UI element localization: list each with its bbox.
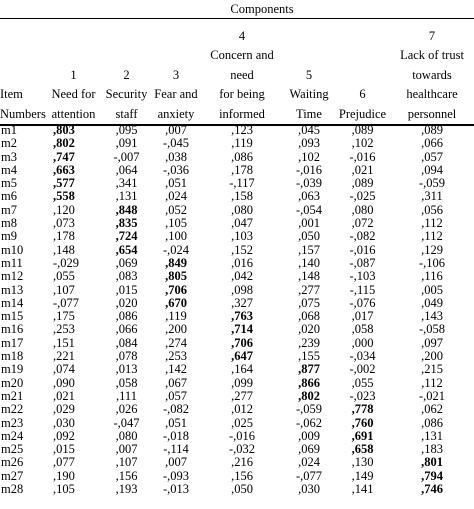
header-row <box>0 20 474 124</box>
column-header-line: Concern and <box>210 48 274 62</box>
loading-cell: ,801 <box>421 455 443 470</box>
table-row <box>0 137 474 150</box>
column-header-line: 1 <box>70 67 77 82</box>
loading-cell: -,036 <box>162 162 190 177</box>
loading-cell: ,200 <box>421 349 443 364</box>
loading-cell: ,007 <box>165 123 187 137</box>
table-row <box>0 244 474 257</box>
loading-cell: ,080 <box>115 428 138 443</box>
loading-cell: -,106 <box>418 255 446 270</box>
loading-cell: ,050 <box>298 229 320 244</box>
loading-cell: -,034 <box>349 349 376 364</box>
table-row <box>0 470 474 483</box>
table-row <box>0 217 474 230</box>
loading-cell: ,835 <box>115 216 138 231</box>
loading-cell: ,086 <box>115 309 138 324</box>
loading-cell: ,051 <box>165 415 187 430</box>
loading-cell: ,026 <box>115 402 138 417</box>
table-row <box>0 124 474 137</box>
loading-cell: ,116 <box>421 269 443 284</box>
loading-cell: ,057 <box>165 388 187 403</box>
components-heading: Components <box>230 2 294 16</box>
loading-cell: ,724 <box>115 229 138 244</box>
loading-cell: ,794 <box>421 468 443 483</box>
loading-cell: ,066 <box>421 136 443 151</box>
loading-cell: -,025 <box>349 189 376 204</box>
loading-cell: ,089 <box>421 123 443 137</box>
item-number-cell: m19 <box>1 362 24 377</box>
loading-cell: ,005 <box>421 282 443 297</box>
table-row <box>0 456 474 469</box>
column-header-line: personnel <box>407 106 457 121</box>
loading-cell: ,877 <box>298 362 320 377</box>
loading-cell: ,055 <box>351 375 374 390</box>
loading-cell: ,866 <box>298 375 320 390</box>
loading-cell: ,158 <box>231 189 253 204</box>
loading-cell: ,080 <box>231 202 253 217</box>
loading-cell: -,013 <box>162 482 190 497</box>
loading-cell: -,016 <box>349 149 376 164</box>
loading-cell: -,082 <box>349 229 376 244</box>
column-header-line: Numbers <box>0 106 46 121</box>
loading-cell: -,077 <box>295 468 323 483</box>
loading-cell: ,129 <box>421 242 443 257</box>
column-header-line: 2 <box>123 67 130 82</box>
table-row <box>0 337 474 350</box>
loading-cell: ,029 <box>53 402 75 417</box>
loading-cell: ,119 <box>231 136 253 151</box>
loading-cell: ,042 <box>231 269 253 284</box>
top-rule <box>0 18 474 19</box>
loading-cell: ,084 <box>115 335 138 350</box>
loading-cell: ,100 <box>165 229 187 244</box>
column-header-line: Fear and <box>154 87 198 101</box>
column-header-line: Waiting <box>289 87 329 101</box>
loading-cell: ,078 <box>115 349 138 364</box>
table-row <box>0 164 474 177</box>
loading-cell: ,130 <box>351 455 374 470</box>
loading-cell: -,021 <box>418 388 446 403</box>
loading-cell: ,239 <box>298 335 320 350</box>
loading-cell: ,020 <box>115 295 138 310</box>
loading-cell: ,778 <box>351 402 374 417</box>
column-header-line: towards <box>412 67 452 82</box>
column-header-line: 6 <box>359 87 366 101</box>
loading-cell: ,327 <box>231 295 253 310</box>
loading-cell: ,058 <box>115 375 138 390</box>
loading-cell: ,747 <box>53 149 75 164</box>
column-header-line: Prejudice <box>338 106 387 121</box>
loading-cell: -,087 <box>349 255 376 270</box>
table-row <box>0 257 474 270</box>
loading-cell: ,083 <box>115 269 138 284</box>
loading-cell: ,102 <box>351 136 374 151</box>
table-row <box>0 323 474 336</box>
loading-cell: ,067 <box>165 375 187 390</box>
loading-cell: ,151 <box>53 335 75 350</box>
column-header-line: staff <box>115 106 138 121</box>
column-header-line <box>0 66 45 86</box>
loading-cell: ,156 <box>231 468 253 483</box>
loading-cell: ,015 <box>53 442 75 457</box>
item-number-cell: m3 <box>1 149 17 164</box>
loading-cell: ,066 <box>115 322 138 337</box>
loading-cell: ,706 <box>231 335 253 350</box>
item-number-cell: m13 <box>1 282 24 297</box>
column-header-line: Time <box>296 106 322 121</box>
loading-cell: ,111 <box>116 388 137 403</box>
loading-cell: ,802 <box>298 388 320 403</box>
loading-cell: ,017 <box>351 309 374 324</box>
loading-cell: ,155 <box>298 349 320 364</box>
column-header-line: 3 <box>172 67 180 82</box>
loading-cell: -,018 <box>162 428 190 443</box>
loading-cell: ,714 <box>231 322 253 337</box>
column-header-0 <box>0 20 45 124</box>
loading-cell: ,055 <box>53 269 75 284</box>
table-row <box>0 417 474 430</box>
loading-cell: ,089 <box>351 176 374 191</box>
loading-cell: -,016 <box>228 428 256 443</box>
loading-cell: ,086 <box>421 415 443 430</box>
table-row <box>0 390 474 403</box>
loading-cell: ,038 <box>165 149 187 164</box>
loading-cell: ,095 <box>115 123 138 137</box>
column-header-line: Item <box>0 87 23 101</box>
loading-cell: ,064 <box>115 162 138 177</box>
column-header-line: attention <box>51 106 96 121</box>
loading-cell: ,000 <box>351 335 374 350</box>
loading-cell: ,105 <box>53 482 75 497</box>
table-row <box>0 377 474 390</box>
loading-cell: -,047 <box>113 415 140 430</box>
loading-cell: ,143 <box>421 309 443 324</box>
loading-cell: ,654 <box>115 242 138 257</box>
loading-cell: -,016 <box>349 242 376 257</box>
loading-cell: ,052 <box>165 202 187 217</box>
loading-cell: -,024 <box>162 242 190 257</box>
item-number-cell: m26 <box>1 455 24 470</box>
loading-cell: ,058 <box>351 322 374 337</box>
loading-cell: ,149 <box>351 468 374 483</box>
loading-cell: -,023 <box>349 388 376 403</box>
table-row <box>0 483 474 496</box>
column-header-5 <box>283 20 335 124</box>
item-number-cell: m18 <box>1 349 24 364</box>
column-header-4 <box>201 20 283 124</box>
loading-cell: ,112 <box>421 375 443 390</box>
loading-cell: ,216 <box>231 455 253 470</box>
column-header-line: healthcare <box>406 87 458 101</box>
table-row <box>0 310 474 323</box>
loading-cell: ,221 <box>53 349 75 364</box>
column-header-line: Need for <box>51 87 96 101</box>
item-number-cell: m23 <box>1 415 24 430</box>
loading-cell: ,803 <box>53 123 75 137</box>
loading-cell: ,099 <box>231 375 253 390</box>
loading-cell: ,175 <box>53 309 75 324</box>
loading-cell: ,253 <box>165 349 187 364</box>
loading-cell: -,002 <box>349 362 376 377</box>
item-number-cell: m2 <box>1 136 17 151</box>
loading-cell: ,062 <box>421 402 443 417</box>
loading-cell: ,763 <box>231 309 253 324</box>
loading-cell: ,663 <box>53 162 75 177</box>
loading-cell: ,089 <box>351 123 374 137</box>
item-number-cell: m10 <box>1 242 24 257</box>
loading-cell: ,647 <box>231 349 253 364</box>
table-row <box>0 430 474 443</box>
loading-cell: ,020 <box>298 322 320 337</box>
loading-cell: ,123 <box>231 123 253 137</box>
loading-cell: -,059 <box>418 176 446 191</box>
table-row <box>0 350 474 363</box>
column-header-2 <box>102 20 151 124</box>
loading-cell: ,215 <box>421 362 443 377</box>
loading-cell: ,092 <box>53 428 75 443</box>
loading-cell: ,131 <box>421 428 443 443</box>
loading-cell: ,658 <box>351 442 374 457</box>
loading-cell: -,059 <box>295 402 323 417</box>
loading-cell: ,080 <box>351 202 374 217</box>
loading-cell: ,141 <box>351 482 374 497</box>
loading-cell: ,056 <box>421 202 443 217</box>
loading-cell: ,105 <box>165 216 187 231</box>
item-number-cell: m1 <box>1 123 17 137</box>
loading-cell: ,074 <box>53 362 75 377</box>
column-header-line: Security <box>105 87 148 101</box>
table-row <box>0 204 474 217</box>
item-number-cell: m27 <box>1 468 24 483</box>
loading-cell: ,090 <box>53 375 75 390</box>
loading-cell: ,107 <box>115 455 138 470</box>
item-number-cell: m5 <box>1 176 17 191</box>
table-row <box>0 297 474 310</box>
loading-cell: ,148 <box>53 242 75 257</box>
loading-cell: ,277 <box>231 388 253 403</box>
table-row <box>0 443 474 456</box>
loading-cell: ,063 <box>298 189 320 204</box>
loading-cell: ,107 <box>53 282 75 297</box>
column-header-line: 7 <box>428 28 436 43</box>
loading-cell: ,098 <box>231 282 253 297</box>
column-header-line: 4 <box>238 28 246 43</box>
item-number-cell: m20 <box>1 375 24 390</box>
loading-cell: ,178 <box>231 162 253 177</box>
loading-cell: -,077 <box>53 295 80 310</box>
loading-cell: ,670 <box>165 295 187 310</box>
loading-cell: ,277 <box>298 282 320 297</box>
item-number-cell: m14 <box>1 295 24 310</box>
loading-cell: ,183 <box>421 442 443 457</box>
item-number-cell: m22 <box>1 402 24 417</box>
column-header-line: need <box>230 67 254 82</box>
loading-cell: ,077 <box>53 455 75 470</box>
column-header-line: 5 <box>305 67 313 82</box>
column-header-line: for being <box>219 87 265 101</box>
loading-cell: ,015 <box>115 282 138 297</box>
item-number-cell: m17 <box>1 335 24 350</box>
loading-cell: ,045 <box>298 123 320 137</box>
loading-cell: ,103 <box>231 229 253 244</box>
loading-cell: ,112 <box>421 229 443 244</box>
table-row <box>0 403 474 416</box>
loading-cell: ,051 <box>165 176 187 191</box>
loading-cell: ,025 <box>231 415 253 430</box>
loading-cell: ,341 <box>115 176 138 191</box>
loading-cell: -,039 <box>295 176 323 191</box>
loading-cell: ,024 <box>165 189 187 204</box>
item-number-cell: m6 <box>1 189 17 204</box>
loading-cell: ,848 <box>115 202 138 217</box>
loading-cell: ,024 <box>298 455 320 470</box>
loading-cell: ,057 <box>421 149 443 164</box>
column-header-line: Lack of trust <box>400 48 464 62</box>
loading-cell: -,054 <box>295 202 323 217</box>
loading-cell: ,102 <box>298 149 320 164</box>
loading-cell: ,047 <box>231 216 253 231</box>
loading-cell: ,069 <box>115 255 138 270</box>
loading-cell: ,021 <box>53 388 75 403</box>
item-number-cell: m28 <box>1 482 24 497</box>
column-header-3 <box>151 20 201 124</box>
loading-cell: -,007 <box>113 149 140 164</box>
loading-cell: ,193 <box>115 482 138 497</box>
loading-cell: -,045 <box>162 136 190 151</box>
column-header-1 <box>45 20 102 124</box>
loading-cell: -,082 <box>162 402 190 417</box>
loading-cell: -,062 <box>295 415 323 430</box>
loading-cell: ,030 <box>53 415 75 430</box>
loading-cell: ,013 <box>115 362 138 377</box>
loading-cell: ,140 <box>298 255 320 270</box>
loading-cell: ,086 <box>231 149 253 164</box>
loading-cell: -,032 <box>228 442 256 457</box>
loading-cell: ,148 <box>298 269 320 284</box>
loading-cell: ,142 <box>165 362 187 377</box>
item-number-cell: m16 <box>1 322 24 337</box>
loading-cell: ,190 <box>53 468 75 483</box>
loading-cell: -,114 <box>163 442 189 457</box>
loading-cell: ,009 <box>298 428 320 443</box>
item-number-cell: m11 <box>1 255 23 270</box>
table-row <box>0 151 474 164</box>
item-number-cell: m21 <box>1 388 24 403</box>
column-header-7 <box>390 20 474 124</box>
item-number-cell: m9 <box>1 229 17 244</box>
loading-cell: -,029 <box>53 255 80 270</box>
loading-cell: ,746 <box>421 482 443 497</box>
loading-cell: ,558 <box>53 189 75 204</box>
loading-cell: -,076 <box>349 295 376 310</box>
loading-cell: ,156 <box>115 468 138 483</box>
loading-cell: -,117 <box>229 176 255 191</box>
loading-cell: ,706 <box>165 282 187 297</box>
loading-cell: ,012 <box>231 402 253 417</box>
loading-cell: ,120 <box>53 202 75 217</box>
table-row <box>0 177 474 190</box>
loading-cell: ,007 <box>115 442 138 457</box>
table-row <box>0 270 474 283</box>
table-row <box>0 363 474 376</box>
column-header-6 <box>335 20 390 124</box>
loading-cell: ,091 <box>115 136 138 151</box>
loading-cell: ,094 <box>421 162 443 177</box>
loading-cell: ,075 <box>298 295 320 310</box>
table-row <box>0 230 474 243</box>
loading-cell: -,093 <box>162 468 190 483</box>
loading-cell: ,119 <box>165 309 187 324</box>
loading-cell: ,068 <box>298 309 320 324</box>
loading-cell: ,050 <box>231 482 253 497</box>
loading-cell: ,178 <box>53 229 75 244</box>
loading-cell: ,093 <box>298 136 320 151</box>
table-row <box>0 284 474 297</box>
loading-cell: ,802 <box>53 136 75 151</box>
loading-cell: ,200 <box>165 322 187 337</box>
item-number-cell: m12 <box>1 269 24 284</box>
loading-cell: -,115 <box>349 282 376 297</box>
loading-cell: ,112 <box>421 216 443 231</box>
loading-cell: ,152 <box>231 242 253 257</box>
loading-cell: ,072 <box>351 216 374 231</box>
loading-cell: ,073 <box>53 216 75 231</box>
loading-cell: ,030 <box>298 482 320 497</box>
loading-cell: -,058 <box>418 322 446 337</box>
loading-cell: ,001 <box>298 216 320 231</box>
item-number-cell: m7 <box>1 202 17 217</box>
loading-cell: ,131 <box>115 189 138 204</box>
loading-cell: ,069 <box>298 442 320 457</box>
loading-cell: ,097 <box>421 335 443 350</box>
loading-cell: ,760 <box>351 415 374 430</box>
item-number-cell: m24 <box>1 428 24 443</box>
loading-cell: ,253 <box>53 322 75 337</box>
loading-cell: ,311 <box>421 189 443 204</box>
loading-cell: ,577 <box>53 176 75 191</box>
loading-cell: ,016 <box>231 255 253 270</box>
item-number-cell: m4 <box>1 162 17 177</box>
loading-cell: ,157 <box>298 242 320 257</box>
item-number-cell: m8 <box>1 216 17 231</box>
loadings-table <box>0 20 474 496</box>
loading-cell: -,016 <box>295 162 323 177</box>
loading-cell: ,849 <box>165 255 187 270</box>
loading-cell: ,049 <box>421 295 443 310</box>
loading-cell: ,805 <box>165 269 187 284</box>
loading-cell: ,164 <box>231 362 253 377</box>
table-row <box>0 190 474 203</box>
loading-cell: ,021 <box>351 162 374 177</box>
table-body <box>0 124 474 496</box>
loading-cell: ,691 <box>351 428 374 443</box>
loading-cell: ,007 <box>165 455 187 470</box>
column-header-line: informed <box>219 106 265 121</box>
item-number-cell: m25 <box>1 442 24 457</box>
loading-cell: -,103 <box>349 269 376 284</box>
item-number-cell: m15 <box>1 309 24 324</box>
loading-cell: ,274 <box>165 335 187 350</box>
column-header-line: anxiety <box>157 106 195 121</box>
